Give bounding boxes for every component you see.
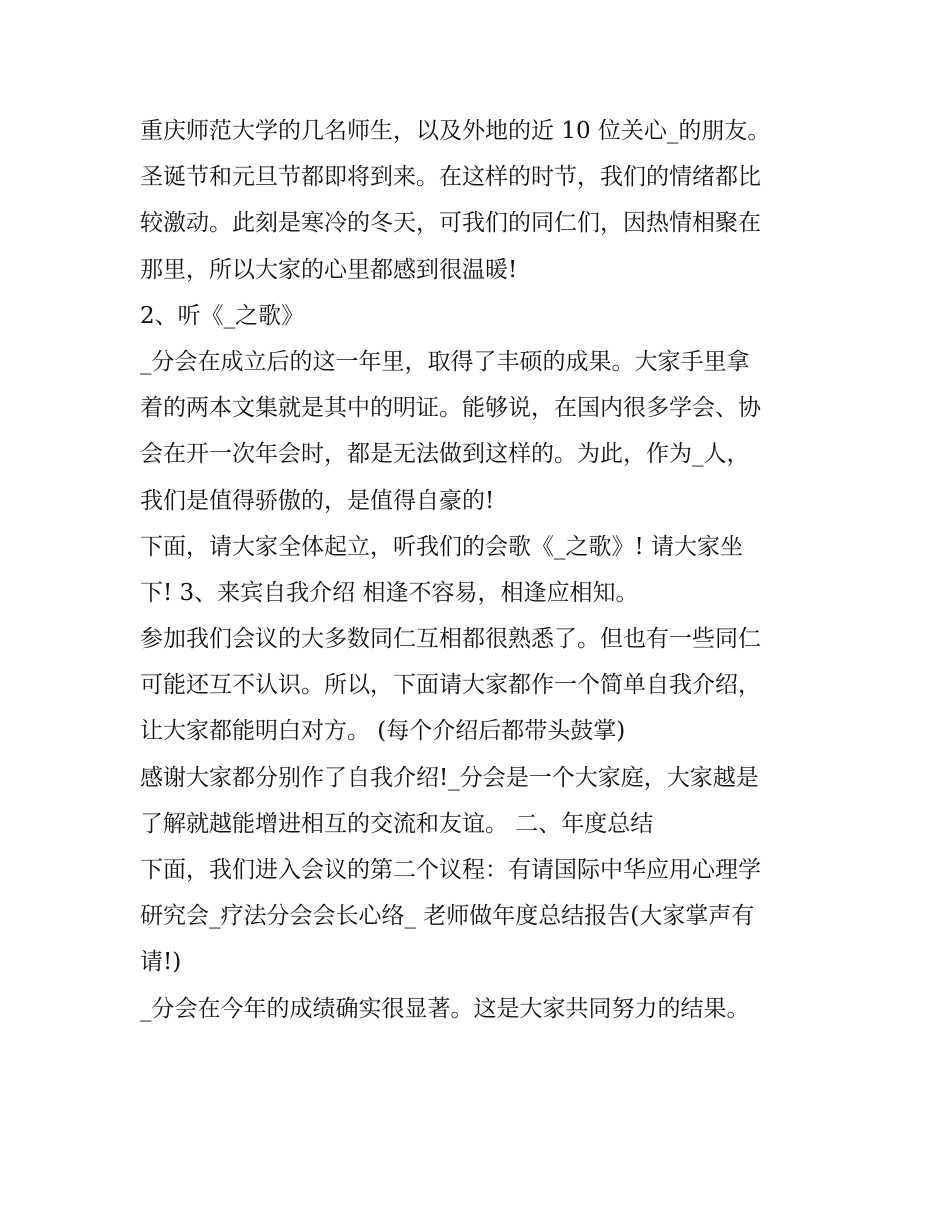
text-line: 下面，我们进入会议的第二个议程：有请国际中华应用心理学 [140,857,761,883]
text-line: 研究会_疗法分会会长心络_ 老师做年度总结报告(大家掌声有 [140,903,755,930]
text-line: 感谢大家都分别作了自我介绍!_分会是一个大家庭，大家越是 [140,764,759,791]
text-line: 参加我们会议的大多数同仁互相都很熟悉了。但也有一些同仁 [140,626,761,653]
text-line: 会在开一次年会时，都是无法做到这样的。为此，作为_人， [140,441,750,468]
text-line: 下! 3、来宾自我介绍 相逢不容易，相逢应相知。 [140,579,639,606]
text-line: 那里，所以大家的心里都感到很温暖! [140,256,518,283]
text-line: 较激动。此刻是寒冷的冬天，可我们的同仁们，因热情相聚在 [140,210,761,237]
text-line: 请!) [140,949,182,976]
text-line: _分会在成立后的这一年里，取得了丰硕的成果。大家手里拿 [140,348,750,375]
text-line: 圣诞节和元旦节都即将到来。在这样的时节，我们的情绪都比 [140,164,761,191]
text-line: 我们是值得骄傲的，是值得自豪的! [140,487,495,514]
text-line: _分会在今年的成绩确实很显著。这是大家共同努力的结果。 [140,995,750,1022]
text-line: 了解就越能增进相互的交流和友谊。 二、年度总结 [140,810,654,837]
text-line: 着的两本文集就是其中的明证。能够说，在国内很多学会、协 [140,395,761,422]
body-text [140,108,830,1032]
text-line: 下面，请大家全体起立，听我们的会歌《_之歌》! 请大家坐 [140,533,744,560]
text-line: 可能还互不认识。所以，下面请大家都作一个简单自我介绍， [140,672,761,699]
text-line: 重庆师范大学的几名师生，以及外地的近 10 位关心_的朋友。 [140,118,771,144]
section-heading: 2、听《_之歌》 [140,302,305,329]
text-line: 让大家都能明白对方。 (每个介绍后都带头鼓掌) [140,718,626,745]
